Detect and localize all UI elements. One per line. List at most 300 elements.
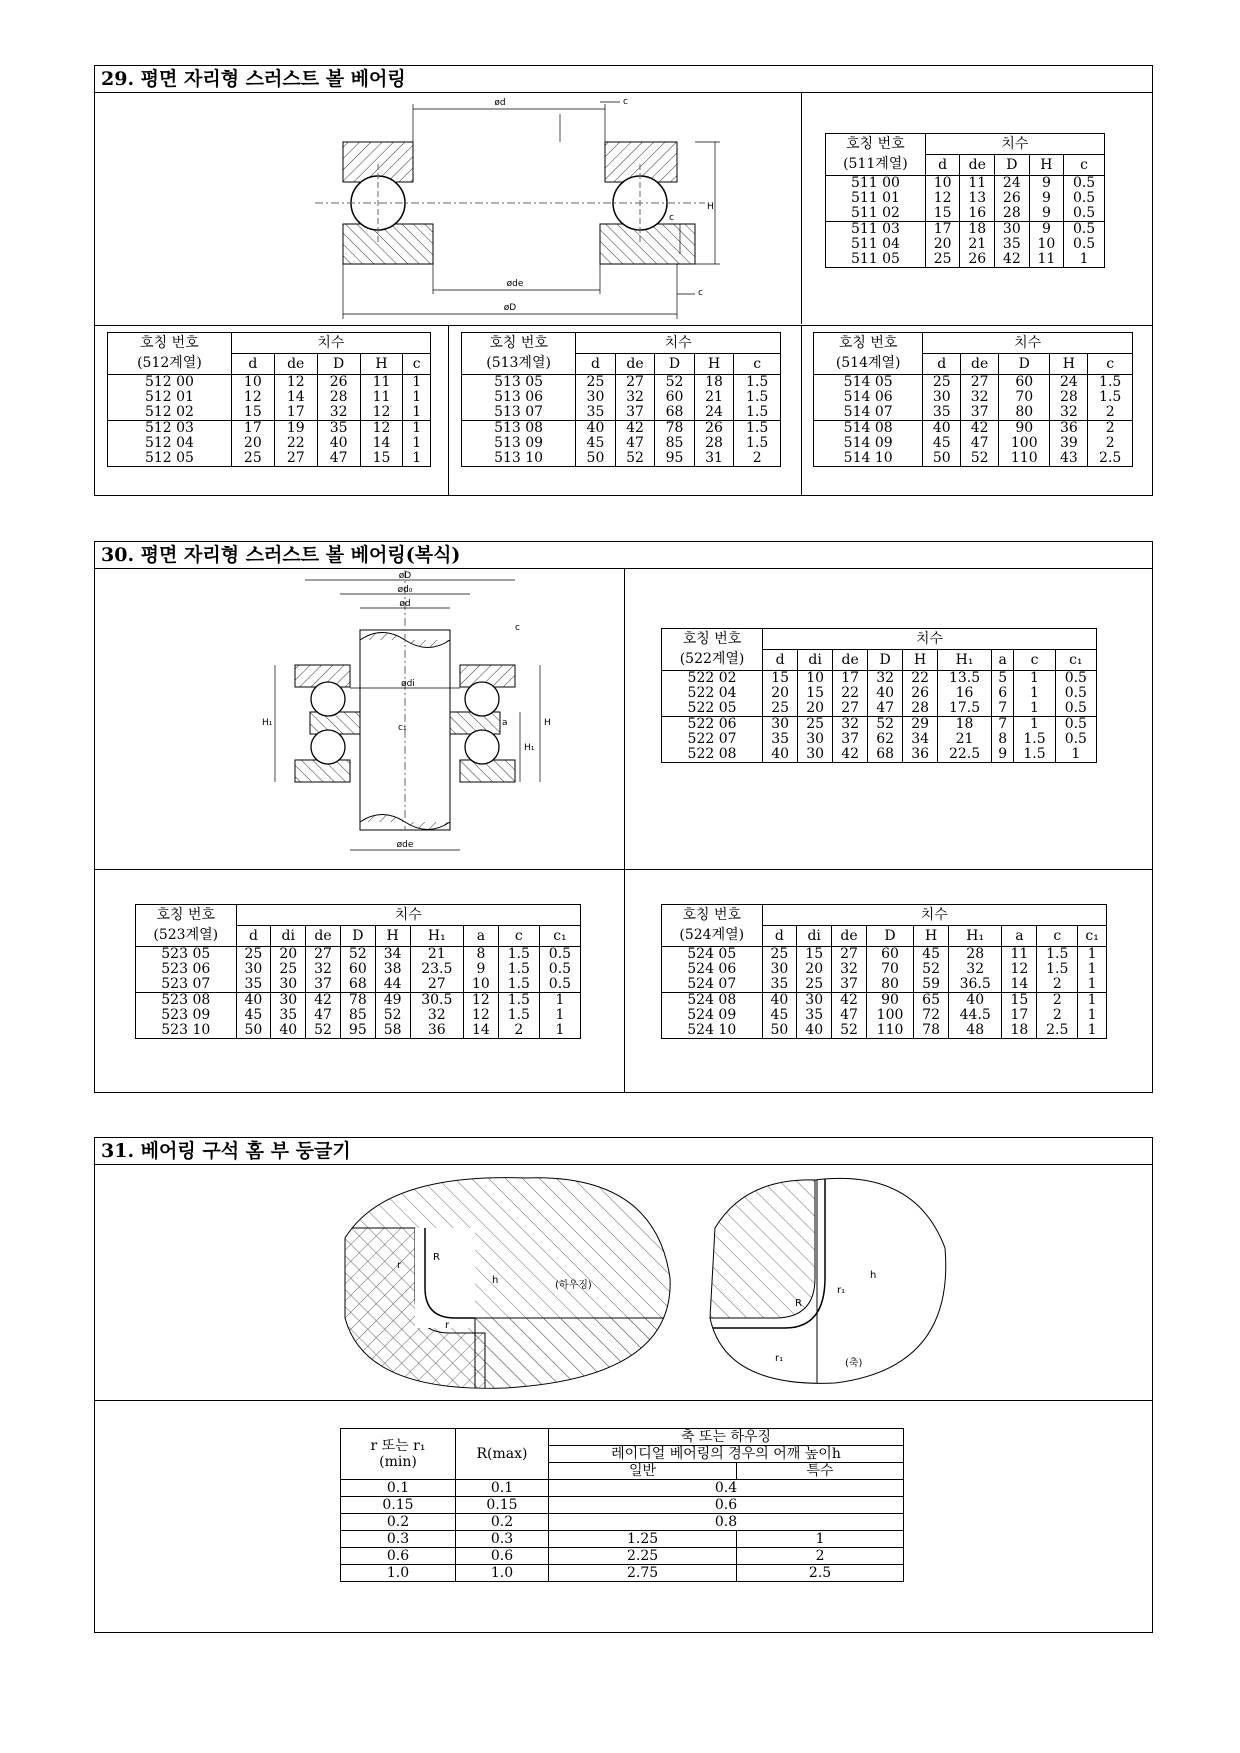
table-row (814, 390, 1133, 405)
dim-value: 27 (833, 701, 868, 717)
head-code: 호칭 번호 (826, 134, 926, 155)
col-d: d (763, 650, 798, 671)
dim-value: 14 (464, 1023, 499, 1039)
bearing-code: 524 09 (662, 1008, 763, 1023)
table-row (814, 421, 1133, 437)
dim-value: 52 (914, 962, 949, 977)
thrust-bearing-diagram (215, 94, 755, 322)
dim-value: 35 (271, 1008, 306, 1023)
dim-value: 68 (340, 977, 375, 993)
dim-value: 2 (1088, 421, 1133, 437)
dim-value: 42 (615, 421, 655, 437)
dim-value: 60 (999, 375, 1050, 391)
dim-value: 95 (655, 451, 695, 467)
dim-value: 10 (464, 977, 499, 993)
dim-value: 42 (995, 252, 1030, 268)
col-c: c (1037, 926, 1078, 947)
dim-value: 10 (925, 176, 960, 192)
col-d: d (925, 155, 960, 176)
col-di: di (798, 650, 833, 671)
dim-value: 1 (1055, 747, 1096, 763)
table-row (814, 375, 1133, 391)
col-H: H (375, 926, 410, 947)
bearing-code: 511 00 (826, 176, 926, 192)
fillet-diagram (325, 1168, 1025, 1396)
bearing-code: 522 06 (662, 717, 763, 733)
dim-value: 40 (576, 421, 616, 437)
col-D: D (868, 650, 903, 671)
bearing-code: 513 08 (462, 421, 576, 437)
dim-value: 1 (1078, 1008, 1107, 1023)
table-row (662, 701, 1097, 717)
head-top: 축 또는 하우징 (549, 1429, 904, 1446)
dim-value: 60 (340, 962, 375, 977)
dim-value: 25 (925, 252, 960, 268)
dim-value: 40 (923, 421, 961, 437)
fillet-gen: 1.25 (549, 1531, 737, 1548)
dim-value: 2 (498, 1023, 539, 1039)
dim-value: 1.5 (498, 1008, 539, 1023)
dim-value: 22 (833, 686, 868, 701)
dim-value: 19 (274, 421, 317, 437)
head-min-text: (min) (379, 1454, 417, 1470)
dim-value: 70 (999, 390, 1050, 405)
dim-value: 30 (762, 962, 797, 977)
dim-value: 17 (925, 222, 960, 238)
fillet-spec: 2.5 (737, 1565, 904, 1582)
head-general: 일반 (549, 1463, 737, 1480)
dim-value: 30 (923, 390, 961, 405)
table-row (662, 732, 1097, 747)
dim-value: 12 (925, 191, 960, 206)
dim-de-label: øde (396, 840, 414, 850)
table-row (341, 1531, 904, 1548)
head-series: (512계열) (108, 354, 232, 375)
dim-value: 47 (615, 436, 655, 451)
dim-value: 2 (1088, 436, 1133, 451)
dim-value: 2.5 (1088, 451, 1133, 467)
section-31-title: 31. 베어링 구석 홈 부 둥글기 (95, 1138, 1152, 1165)
table-row (662, 1023, 1107, 1039)
dim-value: 50 (762, 1023, 797, 1039)
bearing-code: 511 05 (826, 252, 926, 268)
dim-value: 20 (231, 436, 274, 451)
dim-value: 24 (995, 176, 1030, 192)
dim-value: 36 (903, 747, 938, 763)
dim-value: 18 (1002, 1023, 1037, 1039)
dim-value: 35 (762, 977, 797, 993)
dim-value: 1 (403, 421, 431, 437)
dim-value: 30 (797, 993, 832, 1009)
dim-value: 13 (960, 191, 995, 206)
dim-value: 26 (694, 421, 734, 437)
dim-value: 30 (763, 717, 798, 733)
dim-value: 9 (464, 962, 499, 977)
table-row (462, 451, 781, 467)
bearing-code: 524 08 (662, 993, 763, 1009)
dim-value: 27 (832, 947, 867, 963)
table-512 (107, 332, 431, 467)
dim-value: 35 (995, 237, 1030, 252)
dim-value: 45 (923, 436, 961, 451)
dim-value: 0.5 (1064, 191, 1105, 206)
dim-value: 40 (271, 1023, 306, 1039)
dim-value: 14 (1002, 977, 1037, 993)
dim-value: 9 (1029, 176, 1064, 192)
dim-value: 8 (991, 732, 1013, 747)
col-de: de (306, 926, 341, 947)
dim-value: 27 (961, 375, 999, 391)
section-30 (94, 541, 1153, 1093)
table-row (662, 993, 1107, 1009)
col-c: c (403, 354, 431, 375)
dim-value: 47 (317, 451, 360, 467)
table-row (136, 962, 581, 977)
dim-value: 25 (576, 375, 616, 391)
head-series: (522계열) (662, 650, 763, 671)
bearing-code: 513 07 (462, 405, 576, 421)
dim-value: 29 (903, 717, 938, 733)
dim-value: 2 (1088, 405, 1133, 421)
head-sub: 레이디얼 베어링의 경우의 어깨 높이h (549, 1446, 904, 1463)
housing-label: (하우징) (555, 1280, 592, 1291)
dim-value: 28 (995, 206, 1030, 222)
fillet-spec: 1 (737, 1531, 904, 1548)
dim-value: 34 (903, 732, 938, 747)
table-row (826, 222, 1105, 238)
dim-value: 110 (866, 1023, 913, 1039)
dim-value: 45 (914, 947, 949, 963)
dim-value: 40 (797, 1023, 832, 1039)
dim-value: 28 (317, 390, 360, 405)
dim-value: 35 (576, 405, 616, 421)
dim-value: 1.5 (734, 405, 781, 421)
col-d: d (576, 354, 616, 375)
bearing-code: 522 02 (662, 671, 763, 687)
dim-value: 1 (1014, 701, 1055, 717)
dim-value: 28 (1050, 390, 1088, 405)
dim-value: 15 (797, 947, 832, 963)
dim-value: 25 (231, 451, 274, 467)
table-511 (825, 133, 1105, 268)
dim-value: 11 (960, 176, 995, 192)
head-dim: 치수 (236, 905, 580, 926)
dim-value: 52 (961, 451, 999, 467)
dim-H1-label: H₁ (262, 718, 273, 728)
dim-value: 1.5 (1088, 390, 1133, 405)
table-row (341, 1480, 904, 1497)
dim-value: 1.5 (1014, 747, 1055, 763)
dim-value: 1.5 (498, 962, 539, 977)
dim-value: 26 (995, 191, 1030, 206)
dim-d0-label: ød₀ (397, 585, 413, 595)
dim-value: 32 (306, 962, 341, 977)
dim-value: 30 (995, 222, 1030, 238)
dim-r-bottom-label: r (445, 1320, 450, 1331)
dim-value: 25 (798, 717, 833, 733)
dim-value: 1 (1078, 993, 1107, 1009)
section-29 (94, 65, 1153, 496)
dim-value: 17 (231, 421, 274, 437)
table-row (826, 206, 1105, 222)
bearing-code: 514 08 (814, 421, 923, 437)
dim-value: 42 (306, 993, 341, 1009)
head-code: 호칭 번호 (462, 333, 576, 354)
dim-value: 1 (1014, 717, 1055, 733)
fillet-gen: 0.8 (549, 1514, 904, 1531)
dim-value: 42 (833, 747, 868, 763)
dim-value: 78 (914, 1023, 949, 1039)
dim-value: 32 (833, 717, 868, 733)
dim-value: 35 (923, 405, 961, 421)
dim-value: 35 (797, 1008, 832, 1023)
table-row (826, 237, 1105, 252)
table-row (462, 436, 781, 451)
head-code: 호칭 번호 (108, 333, 232, 354)
dim-value: 47 (961, 436, 999, 451)
dim-value: 42 (961, 421, 999, 437)
dim-value: 110 (999, 451, 1050, 467)
table-524 (661, 904, 1107, 1039)
head-series: (523계열) (136, 926, 237, 947)
dim-value: 9 (1029, 191, 1064, 206)
dim-d-label: ød (494, 98, 506, 108)
dim-value: 40 (317, 436, 360, 451)
dim-value: 0.5 (1064, 206, 1105, 222)
dim-value: 1.5 (734, 421, 781, 437)
dim-value: 52 (615, 451, 655, 467)
head-dim: 치수 (925, 134, 1104, 155)
dim-value: 5 (991, 671, 1013, 687)
bearing-code: 512 01 (108, 390, 232, 405)
fillet-R: 0.2 (456, 1514, 549, 1531)
dim-value: 85 (655, 436, 695, 451)
dim-value: 37 (833, 732, 868, 747)
dim-h2-label: h (870, 1270, 877, 1281)
bearing-code: 512 02 (108, 405, 232, 421)
dim-value: 1.5 (1037, 947, 1078, 963)
dim-c2-label: c (698, 288, 703, 298)
head-series: (513계열) (462, 354, 576, 375)
bearing-code: 524 05 (662, 947, 763, 963)
head-series: (511계열) (826, 155, 926, 176)
bearing-code: 523 08 (136, 993, 237, 1009)
dim-value: 44 (375, 977, 410, 993)
col-D: D (995, 155, 1030, 176)
table-row (341, 1565, 904, 1582)
dim-value: 2 (734, 451, 781, 467)
head-series: (524계열) (662, 926, 763, 947)
table-row (341, 1548, 904, 1565)
table-row (136, 977, 581, 993)
head-r-text: r 또는 r₁ (370, 1438, 426, 1454)
table-row (662, 717, 1097, 733)
dim-value: 0.5 (1055, 732, 1096, 747)
dim-c-label: c (623, 97, 628, 107)
dim-value: 31 (694, 451, 734, 467)
dim-value: 36 (410, 1023, 464, 1039)
col-H1: H₁ (948, 926, 1002, 947)
dim-value: 12 (231, 390, 274, 405)
dim-value: 52 (832, 1023, 867, 1039)
dim-value: 0.5 (1064, 237, 1105, 252)
dim-value: 28 (948, 947, 1002, 963)
table-row (462, 405, 781, 421)
dim-value: 1.5 (498, 993, 539, 1009)
dim-value: 32 (1050, 405, 1088, 421)
table-row (826, 252, 1105, 268)
col-D: D (317, 354, 360, 375)
col-H: H (914, 926, 949, 947)
table-row (662, 686, 1097, 701)
dim-value: 1 (403, 436, 431, 451)
dim-value: 32 (948, 962, 1002, 977)
dim-H-label: H (544, 718, 551, 728)
dim-value: 1.5 (1014, 732, 1055, 747)
dim-value: 2 (1037, 993, 1078, 1009)
col-H: H (1050, 354, 1088, 375)
dim-value: 65 (914, 993, 949, 1009)
bearing-code: 512 03 (108, 421, 232, 437)
fillet-gen: 0.4 (549, 1480, 904, 1497)
dim-value: 17 (833, 671, 868, 687)
dim-D-label: øD (503, 303, 517, 313)
dim-value: 47 (306, 1008, 341, 1023)
dim-H1b-label: H₁ (524, 743, 535, 753)
bearing-code: 514 10 (814, 451, 923, 467)
dim-value: 1 (539, 1023, 580, 1039)
dim-value: 9 (1029, 222, 1064, 238)
head-special: 특수 (737, 1463, 904, 1480)
dim-value: 52 (375, 1008, 410, 1023)
dim-value: 0.5 (1064, 222, 1105, 238)
dim-value: 38 (375, 962, 410, 977)
dim-value: 9 (1029, 206, 1064, 222)
dim-value: 80 (866, 977, 913, 993)
dim-value: 17.5 (938, 701, 992, 717)
dim-value: 1 (1014, 686, 1055, 701)
dim-value: 0.5 (1055, 686, 1096, 701)
table-row (826, 191, 1105, 206)
col-a: a (1002, 926, 1037, 947)
dim-value: 50 (236, 1023, 271, 1039)
dim-value: 32 (615, 390, 655, 405)
fillet-r: 0.3 (341, 1531, 456, 1548)
fillet-R: 0.15 (456, 1497, 549, 1514)
table-row (108, 405, 431, 421)
dim-value: 25 (271, 962, 306, 977)
dim-value: 0.5 (1055, 671, 1096, 687)
dim-value: 20 (271, 947, 306, 963)
col-d: d (762, 926, 797, 947)
dim-value: 0.5 (1064, 176, 1105, 192)
dim-value: 27 (615, 375, 655, 391)
dim-value: 1 (403, 405, 431, 421)
dim-value: 90 (999, 421, 1050, 437)
dim-value: 11 (1029, 252, 1064, 268)
dim-value: 26 (903, 686, 938, 701)
dim-value: 18 (694, 375, 734, 391)
dim-value: 20 (925, 237, 960, 252)
col-c: c (498, 926, 539, 947)
dim-value: 78 (340, 993, 375, 1009)
table-row (814, 436, 1133, 451)
dim-value: 48 (948, 1023, 1002, 1039)
dim-value: 58 (375, 1023, 410, 1039)
fillet-R: 0.3 (456, 1531, 549, 1548)
table-row (826, 176, 1105, 192)
bearing-code: 511 02 (826, 206, 926, 222)
dim-value: 40 (236, 993, 271, 1009)
dim-value: 90 (866, 993, 913, 1009)
dim-value: 1.5 (1088, 375, 1133, 391)
bearing-code: 514 05 (814, 375, 923, 391)
dim-value: 30.5 (410, 993, 464, 1009)
dim-value: 10 (1029, 237, 1064, 252)
dim-value: 24 (694, 405, 734, 421)
head-series: (514계열) (814, 354, 923, 375)
dim-value: 35 (763, 732, 798, 747)
dim-value: 1 (403, 375, 431, 391)
dim-value: 30 (236, 962, 271, 977)
dim-value: 40 (868, 686, 903, 701)
head-code: 호칭 번호 (662, 905, 763, 926)
bearing-code: 513 06 (462, 390, 576, 405)
dim-value: 2 (1037, 977, 1078, 993)
col-H: H (360, 354, 403, 375)
shaft-label: (축) (845, 1358, 863, 1369)
dim-value: 28 (694, 436, 734, 451)
dim-value: 10 (798, 671, 833, 687)
dim-value: 47 (832, 1008, 867, 1023)
dim-value: 1.5 (498, 977, 539, 993)
col-c: c (1088, 354, 1133, 375)
dim-value: 11 (360, 375, 403, 391)
dim-value: 70 (866, 962, 913, 977)
col-de: de (960, 155, 995, 176)
table-row (462, 421, 781, 437)
fillet-r: 0.2 (341, 1514, 456, 1531)
dim-value: 16 (938, 686, 992, 701)
dim-value: 11 (360, 390, 403, 405)
dim-value: 18 (960, 222, 995, 238)
col-D: D (999, 354, 1050, 375)
dim-value: 21 (694, 390, 734, 405)
dim-value: 45 (236, 1008, 271, 1023)
dim-value: 49 (375, 993, 410, 1009)
table-row (108, 451, 431, 467)
col-di: di (271, 926, 306, 947)
fillet-r: 0.1 (341, 1480, 456, 1497)
bearing-code: 522 05 (662, 701, 763, 717)
table-row (662, 947, 1107, 963)
dim-value: 23.5 (410, 962, 464, 977)
dim-value: 43 (1050, 451, 1088, 467)
dim-value: 100 (999, 436, 1050, 451)
table-523 (135, 904, 581, 1039)
dim-value: 34 (375, 947, 410, 963)
dim-value: 12 (360, 405, 403, 421)
dim-value: 30 (798, 732, 833, 747)
dim-value: 7 (991, 717, 1013, 733)
table-row (662, 962, 1107, 977)
dim-value: 0.5 (539, 962, 580, 977)
dim-value: 9 (991, 747, 1013, 763)
table-row (136, 1023, 581, 1039)
dim-value: 1.5 (734, 390, 781, 405)
table-514 (813, 332, 1133, 467)
dim-value: 12 (274, 375, 317, 391)
